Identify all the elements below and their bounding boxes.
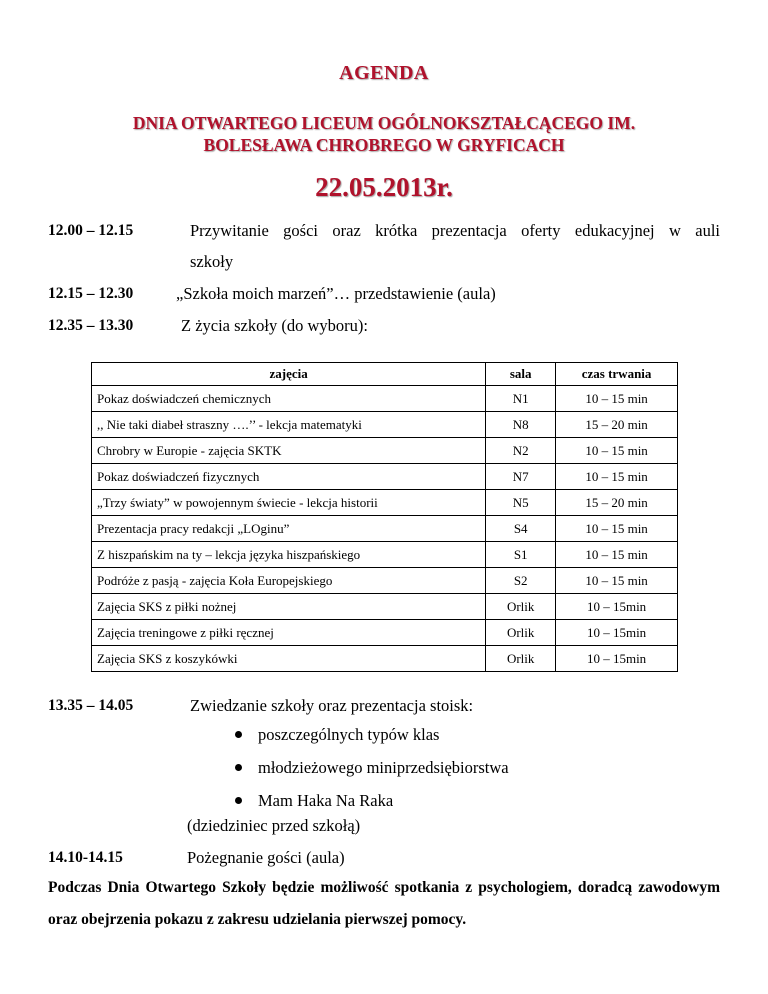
room-cell: N7	[486, 464, 556, 490]
header-activity: zajęcia	[92, 363, 486, 386]
table-header-row	[92, 363, 678, 386]
room-cell: Orlik	[486, 594, 556, 620]
room-cell: Orlik	[486, 646, 556, 672]
header-room: sala	[486, 363, 556, 386]
activity-cell: „Trzy światy” w powojennym świecie - lekcja historii	[92, 490, 486, 516]
duration-cell: 10 – 15 min	[556, 438, 678, 464]
agenda-title: AGENDA	[339, 62, 429, 84]
duration-cell: 10 – 15min	[556, 594, 678, 620]
duration-cell: 10 – 15 min	[556, 516, 678, 542]
header-duration: czas trwania	[556, 363, 678, 386]
agenda-time-1: 12.00 – 12.15	[48, 222, 134, 239]
list-item	[232, 758, 509, 791]
activity-cell: Z hiszpańskim na ty – lekcja języka hiszpańskiego	[92, 542, 486, 568]
room-cell: Orlik	[486, 620, 556, 646]
bullet-icon	[235, 731, 242, 738]
agenda-text-1: Przywitanie gości oraz krótka prezentacja oferty edukacyjnej w auli	[190, 221, 720, 240]
agenda-text-2: „Szkoła moich marzeń”… przedstawienie (aula)	[176, 284, 496, 303]
room-cell: S2	[486, 568, 556, 594]
agenda-time-4: 13.35 – 14.05	[48, 697, 134, 714]
closing-note: Podczas Dnia Otwartego Szkoły będzie możliwość spotkania z psychologiem, doradcą zawodowym oraz obejrzenia pokazu z zakresu udzielania pierwszej pomocy.	[48, 879, 720, 928]
activity-cell: Pokaz doświadczeń fizycznych	[92, 464, 486, 490]
duration-cell: 10 – 15 min	[556, 464, 678, 490]
agenda-time-3: 12.35 – 13.30	[48, 317, 134, 334]
table-row	[92, 620, 678, 646]
activities-table	[91, 362, 678, 672]
duration-cell: 15 – 20 min	[556, 490, 678, 516]
table-row	[92, 646, 678, 672]
room-cell: S1	[486, 542, 556, 568]
table-row	[92, 568, 678, 594]
list-item-label: Mam Haka Na Raka	[258, 791, 394, 810]
table-row	[92, 490, 678, 516]
agenda-text-3: Z życia szkoły (do wyboru):	[181, 316, 368, 335]
duration-cell: 10 – 15min	[556, 620, 678, 646]
room-cell: N8	[486, 412, 556, 438]
agenda-text-4: Zwiedzanie szkoły oraz prezentacja stoisk:	[190, 696, 474, 715]
duration-cell: 10 – 15 min	[556, 568, 678, 594]
table-row	[92, 516, 678, 542]
table-row	[92, 464, 678, 490]
table-row	[92, 542, 678, 568]
room-cell: N5	[486, 490, 556, 516]
activity-cell: Zajęcia treningowe z piłki ręcznej	[92, 620, 486, 646]
table-row	[92, 386, 678, 412]
list-item-label: młodzieżowego miniprzedsiębiorstwa	[258, 758, 509, 777]
duration-cell: 10 – 15min	[556, 646, 678, 672]
duration-cell: 10 – 15 min	[556, 386, 678, 412]
table-row	[92, 438, 678, 464]
table-row	[92, 594, 678, 620]
room-cell: N2	[486, 438, 556, 464]
activity-cell: Chrobry w Europie - zajęcia SKTK	[92, 438, 486, 464]
event-subtitle	[0, 112, 768, 156]
activity-cell: Zajęcia SKS z piłki nożnej	[92, 594, 486, 620]
agenda-text-5: Pożegnanie gości (aula)	[187, 848, 345, 867]
activity-cell: Zajęcia SKS z koszykówki	[92, 646, 486, 672]
activity-cell: Prezentacja pracy redakcji „LOginu”	[92, 516, 486, 542]
activity-cell: Podróże z pasją - zajęcia Koła Europejskiego	[92, 568, 486, 594]
list-item	[232, 725, 509, 758]
room-cell: S4	[486, 516, 556, 542]
list-item-label: poszczególnych typów klas	[258, 725, 440, 744]
tour-location: (dziedziniec przed szkołą)	[187, 816, 361, 835]
bullet-icon	[235, 764, 242, 771]
agenda-time-2: 12.15 – 12.30	[48, 285, 134, 302]
activity-cell: ,, Nie taki diabeł straszny ….’’ - lekcja matematyki	[92, 412, 486, 438]
agenda-text-1-cont: szkoły	[190, 252, 234, 271]
stand-list	[232, 725, 509, 824]
duration-cell: 10 – 15 min	[556, 542, 678, 568]
duration-cell: 15 – 20 min	[556, 412, 678, 438]
table-row	[92, 412, 678, 438]
subtitle-line-1: DNIA OTWARTEGO LICEUM OGÓLNOKSZTAŁCĄCEGO IM.	[132, 113, 636, 133]
bullet-icon	[235, 797, 242, 804]
room-cell: N1	[486, 386, 556, 412]
subtitle-line-2: BOLESŁAWA CHROBREGO W GRYFICACH	[203, 135, 565, 155]
event-date: 22.05.2013r.	[315, 172, 453, 202]
agenda-time-5: 14.10-14.15	[48, 849, 123, 866]
activity-cell: Pokaz doświadczeń chemicznych	[92, 386, 486, 412]
